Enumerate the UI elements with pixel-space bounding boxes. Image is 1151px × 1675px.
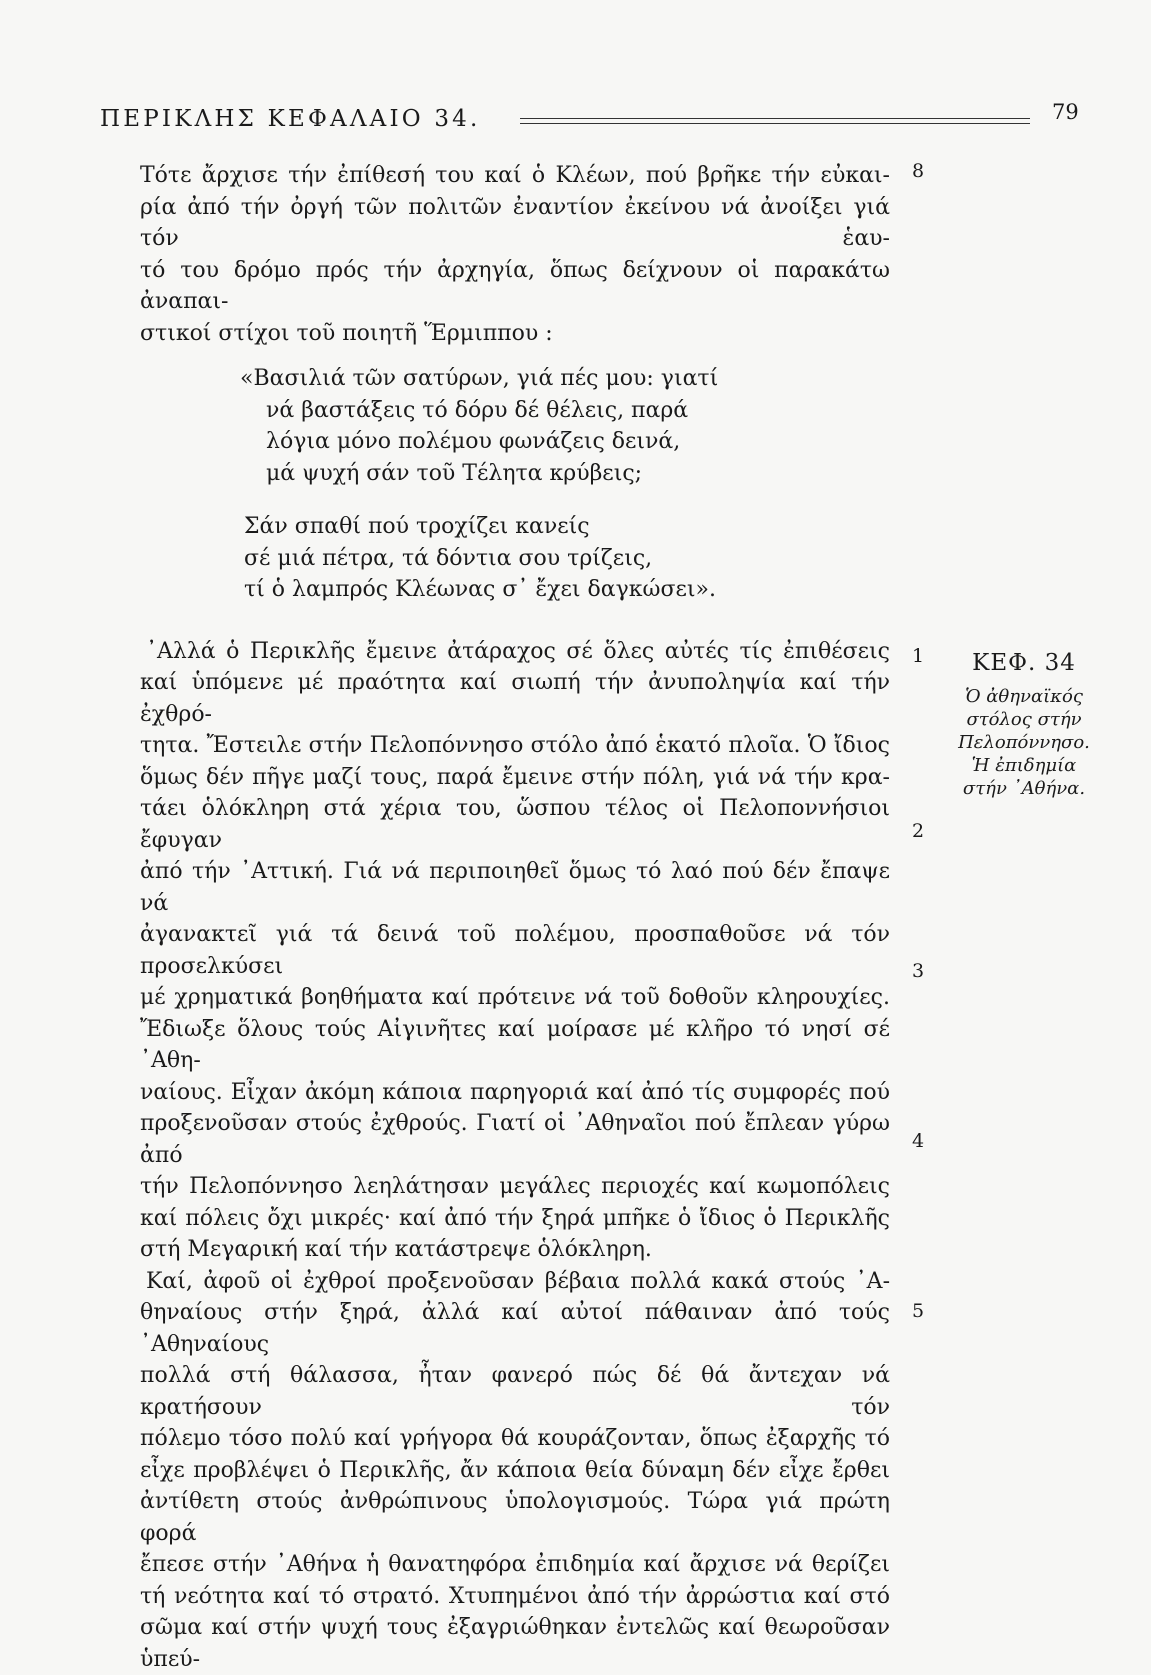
page-header xyxy=(100,106,1030,138)
margin-note-line: στήν ᾿Αθήνα. xyxy=(944,777,1104,800)
header-rule xyxy=(520,118,1030,119)
text-line: Τότε ἄρχισε τήν ἐπίθεσή του καί ὁ Κλέων, πού βρῆκε τήν εὐκαι- xyxy=(140,160,890,192)
text-line: ἀπό τήν ᾿Αττική. Γιά νά περιποιηθεῖ ὅμως τό λαό πού δέν ἔπαψε νά xyxy=(140,856,890,919)
text-line: τό του δρόμο πρός τήν ἀρχηγία, ὅπως δείχνουν οἱ παρακάτω ἀναπαι- xyxy=(140,255,890,318)
chapter-label: ΚΕΦ. 34 xyxy=(944,652,1104,675)
margin-note-line: Ἡ ἐπιδημία xyxy=(944,754,1104,777)
verse-line: μά ψυχή σάν τοῦ Τέλητα κρύβεις; xyxy=(240,458,890,490)
text-line: καί πόλεις ὄχι μικρές· καί ἀπό τήν ξηρά μπῆκε ὁ ἴδιος ὁ Περικλῆς xyxy=(140,1203,890,1235)
main-paragraph xyxy=(140,636,890,1675)
text-line: ᾿Αλλά ὁ Περικλῆς ἔμεινε ἀτάραχος σέ ὅλες αὐτές τίς ἐπιθέσεις xyxy=(140,636,890,668)
text-line: πολλά στή θάλασσα, ἦταν φανερό πώς δέ θά ἄντεχαν νά κρατήσουν τόν xyxy=(140,1360,890,1423)
verse-line: τί ὁ λαμπρός Κλέωνας σ᾿ ἔχει δαγκώσει». xyxy=(240,574,890,606)
verse-line: «Βασιλιά τῶν σατύρων, γιά πές μου: γιατί xyxy=(240,363,890,395)
line-number: 2 xyxy=(912,820,924,842)
verse-line: σέ μιά πέτρα, τά δόντια σου τρίζεις, xyxy=(240,543,890,575)
text-line: σῶμα καί στήν ψυχή τους ἐξαγριώθηκαν ἐντελῶς καί θεωροῦσαν ὑπεύ- xyxy=(140,1612,890,1675)
text-line: τή νεότητα καί τό στρατό. Χτυπημένοι ἀπό τήν ἀρρώστια καί στό xyxy=(140,1581,890,1613)
verse-block xyxy=(240,363,890,606)
page-number: 79 xyxy=(1052,100,1079,124)
text-line: Καί, ἀφοῦ οἱ ἐχθροί προξενοῦσαν βέβαια πολλά κακά στούς ᾿Α- xyxy=(140,1266,890,1298)
text-line: στικοί στίχοι τοῦ ποιητῆ Ἕρμιππου : xyxy=(140,318,890,350)
verse-line: λόγια μόνο πολέμου φωνάζεις δεινά, xyxy=(240,426,890,458)
intro-paragraph xyxy=(140,160,890,349)
body-text xyxy=(140,160,890,1675)
text-line: τήν Πελοπόννησο λεηλάτησαν μεγάλες περιοχές καί κωμοπόλεις xyxy=(140,1171,890,1203)
verse-line: Σάν σπαθί πού τροχίζει κανείς xyxy=(240,511,890,543)
text-line: τάει ὁλόκληρη στά χέρια του, ὥσπου τέλος οἱ Πελοποννήσιοι ἔφυγαν xyxy=(140,793,890,856)
text-line: τητα. Ἔστειλε στήν Πελοπόννησο στόλο ἀπό ἑκατό πλοῖα. Ὁ ἴδιος xyxy=(140,730,890,762)
text-line: μέ χρηματικά βοηθήματα καί πρότεινε νά τοῦ δοθοῦν κληρουχίες. xyxy=(140,982,890,1014)
text-line: θηναίους στήν ξηρά, ἀλλά καί αὐτοί πάθαιναν ἀπό τούς ᾿Αθηναίους xyxy=(140,1297,890,1360)
text-line: στή Μεγαρική καί τήν κατάστρεψε ὁλόκληρη. xyxy=(140,1234,890,1266)
line-number: 8 xyxy=(912,160,924,182)
margin-note-line: στόλος στήν xyxy=(944,708,1104,731)
line-number: 4 xyxy=(912,1130,924,1152)
text-line: ἔπεσε στήν ᾿Αθήνα ἡ θανατηφόρα ἐπιδημία καί ἄρχισε νά θερίζει xyxy=(140,1549,890,1581)
text-line: Ἔδιωξε ὅλους τούς Αἰγινῆτες καί μοίρασε μέ κλῆρο τό νησί σέ ᾿Αθη- xyxy=(140,1014,890,1077)
line-number: 1 xyxy=(912,645,924,667)
text-line: καί ὑπόμενε μέ πραότητα καί σιωπή τήν ἀνυποληψία καί τήν ἐχθρό- xyxy=(140,667,890,730)
header-rule-2 xyxy=(520,123,1030,124)
text-line: ἀντίθετη στούς ἀνθρώπινους ὑπολογισμούς. Τώρα γιά πρώτη φορά xyxy=(140,1486,890,1549)
text-line: ναίους. Εἶχαν ἀκόμη κάποια παρηγοριά καί ἀπό τίς συμφορές πού xyxy=(140,1077,890,1109)
margin-note-line: Ὁ ἀθηναϊκός xyxy=(944,685,1104,708)
line-number: 5 xyxy=(912,1300,924,1322)
text-line: ρία ἀπό τήν ὀργή τῶν πολιτῶν ἐναντίον ἐκείνου νά ἀνοίξει γιά τόν ἑαυ- xyxy=(140,192,890,255)
text-line: ὅμως δέν πῆγε μαζί τους, παρά ἔμεινε στήν πόλη, γιά νά τήν κρα- xyxy=(140,762,890,794)
line-number: 3 xyxy=(912,960,924,982)
text-line: ἀγανακτεῖ γιά τά δεινά τοῦ πολέμου, προσπαθοῦσε νά τόν προσελκύσει xyxy=(140,919,890,982)
verse-line: νά βαστάξεις τό δόρυ δέ θέλεις, παρά xyxy=(240,395,890,427)
text-line: προξενοῦσαν στούς ἐχθρούς. Γιατί οἱ ᾿Αθηναῖοι πού ἔπλεαν γύρω ἀπό xyxy=(140,1108,890,1171)
running-head: ΠΕΡΙΚΛΗΣ ΚΕΦΑΛΑΙΟ 34. xyxy=(100,106,481,132)
margin-note-line: Πελοπόννησο. xyxy=(944,731,1104,754)
text-line: εἶχε προβλέψει ὁ Περικλῆς, ἄν κάποια θεία δύναμη δέν εἶχε ἔρθει xyxy=(140,1455,890,1487)
text-line: πόλεμο τόσο πολύ καί γρήγορα θά κουράζονταν, ὅπως ἐξαρχῆς τό xyxy=(140,1423,890,1455)
margin-note xyxy=(944,652,1104,800)
